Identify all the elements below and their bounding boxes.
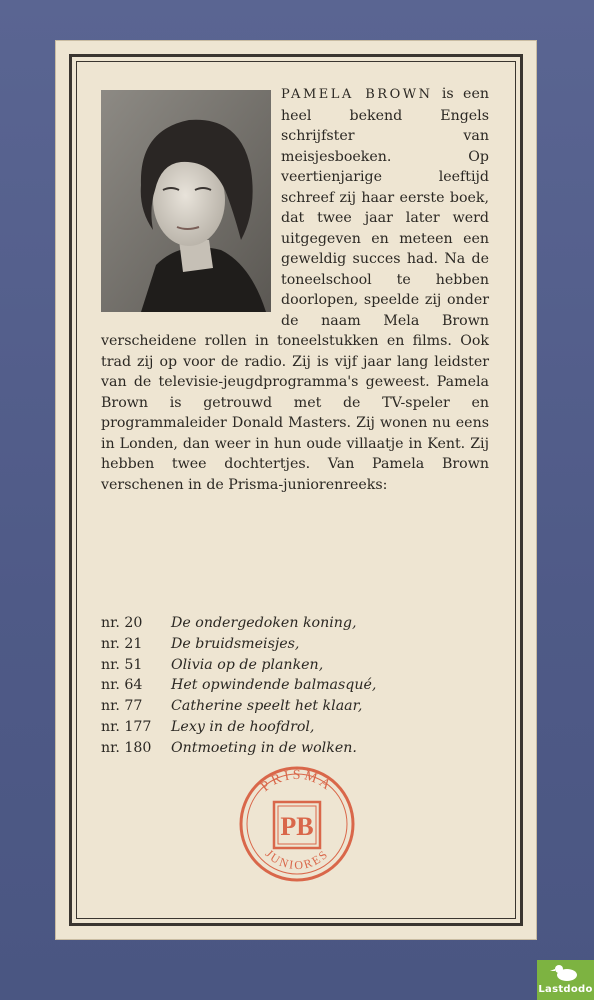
prisma-juniores-logo — [238, 762, 356, 884]
author-bio-text: is een heel bekend Engels schrijfster van meisjesboeken. Op veertienjarige leeftijd schreef zij haar eerste boek, dat twee jaar later werd uitgegeven en meteen een geweldig succes had. Na de toneelschool te hebben doorlopen, speelde zij onder de naam Mela Brown verscheidene rollen in toneelstukken en films. Ook trad zij op voor de radio. Zij is vijf jaar lang leidster van de televisie-jeugdprogramma's geweest. Pamela Brown is getrouwd met de TV-speler en programmaleider Donald Masters. Zij wonen nu eens in Londen, dan weer in hun oude villaatje in Kent. Zij hebben twee dochtertjes. Van Pamela Brown verschenen in de Prisma-juniorenreeks: — [101, 86, 489, 493]
logo-monogram: PB — [280, 812, 314, 841]
logo-bottom-text: JUNIORES — [262, 846, 332, 873]
sticker-label: Lastdodo — [538, 984, 593, 995]
list-item: nr. 20 De ondergedoken koning, — [101, 615, 357, 631]
list-item: nr. 177 Lexy in de hoofdrol, — [101, 718, 315, 735]
book-list — [101, 613, 489, 759]
list-item: nr. 180 Ontmoeting in de wolken. — [101, 739, 357, 756]
list-item: nr. 21 De bruidsmeisjes, — [101, 635, 300, 652]
logo-top-text: PRISMA — [258, 767, 336, 795]
inner-paper-panel — [55, 40, 537, 940]
svg-text:JUNIORES — [263, 847, 332, 873]
author-name: PAMELA BROWN — [281, 87, 433, 102]
dodo-icon — [537, 960, 594, 984]
list-item: nr. 51 Olivia op de planken, — [101, 656, 324, 673]
author-biography — [101, 84, 489, 495]
list-item: nr. 77 Catherine speelt het klaar, — [101, 698, 363, 715]
list-item: nr. 64 Het opwindende balmasqué, — [101, 677, 377, 694]
svg-text:PRISMA — [258, 768, 335, 795]
lastdodo-sticker — [537, 960, 594, 1000]
